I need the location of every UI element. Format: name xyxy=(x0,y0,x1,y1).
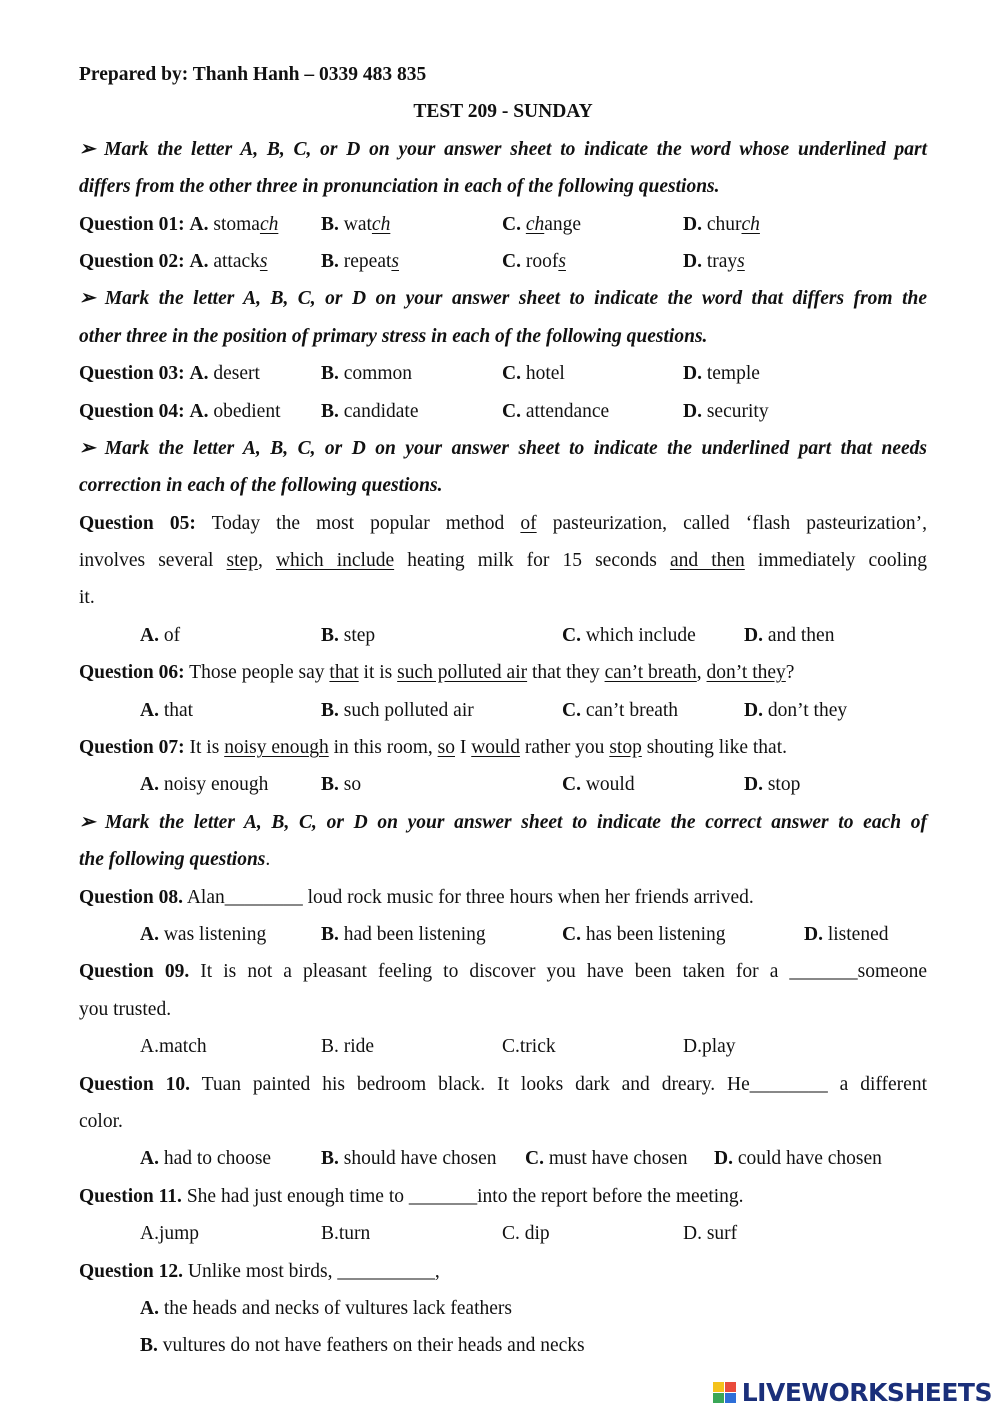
option-a: A.match xyxy=(140,1036,207,1058)
option-d: D. surf xyxy=(683,1223,738,1245)
question-05-options xyxy=(79,617,927,654)
prepared-by: Prepared by: Thanh Hanh – 0339 483 835 xyxy=(79,64,427,85)
test-title: TEST 209 - SUNDAY xyxy=(413,101,593,123)
option-b: B. common xyxy=(321,363,413,385)
instruction-correct-answer: ➢ Mark the letter A, B, C, or D on your answer sheet to indicate the correct answer to each of xyxy=(79,811,927,833)
instruction-stress-cont: other three in the position of primary stress in each of the following questions. xyxy=(79,325,708,347)
arrow-icon: ➢ xyxy=(79,811,96,833)
question-05-cont: involves several step, which include heating milk for 15 seconds and then immediately cooling xyxy=(79,550,928,572)
question-10-cont: color. xyxy=(79,1110,123,1132)
question-12-option-b: B. vultures do not have feathers on their heads and necks xyxy=(140,1335,585,1357)
question-02: Question 02: A. attacks B. repeats C. roofs D. trays xyxy=(79,243,927,280)
option-b: B. ride xyxy=(321,1036,375,1058)
instruction-pronunciation-cont: differs from the other three in pronunciation in each of the following questions. xyxy=(79,176,720,198)
option-c: C. must have chosen xyxy=(525,1148,688,1170)
question-label: Question 04: xyxy=(79,400,185,422)
option-d: D. trays xyxy=(683,250,745,272)
liveworksheets-logo xyxy=(712,1377,992,1407)
option-c: C. change xyxy=(502,213,582,235)
option-c: C. can’t breath xyxy=(562,699,679,721)
option-c: C. hotel xyxy=(502,363,565,385)
option-d: D. could have chosen xyxy=(714,1148,882,1170)
question-10-options xyxy=(79,1140,927,1177)
question-12-option-a: A. the heads and necks of vultures lack feathers xyxy=(140,1297,512,1319)
option-c: C. attendance xyxy=(502,400,610,422)
option-c: C. roofs xyxy=(502,250,566,272)
option-d: D. listened xyxy=(804,923,889,945)
question-05: Question 05: Today the most popular method of pasteurization, called ‘flash pasteurization’, xyxy=(79,512,927,534)
option-b: B. watch xyxy=(321,213,391,235)
option-d: D.play xyxy=(683,1036,736,1058)
question-12: Question 12. Unlike most birds, __________, xyxy=(79,1260,440,1282)
worksheet-page xyxy=(79,56,927,1365)
arrow-icon: ➢ xyxy=(79,138,96,160)
liveworksheets-logo-text: LIVEWORKSHEETS xyxy=(741,1377,992,1407)
option-d: D. and then xyxy=(744,624,835,646)
option-b: B. repeats xyxy=(321,250,399,272)
option-c: C. would xyxy=(562,774,635,796)
liveworksheets-logo-icon xyxy=(712,1379,738,1405)
option-a: A. noisy enough xyxy=(140,774,269,796)
option-a: A. of xyxy=(140,624,181,646)
option-d: D. church xyxy=(683,213,760,235)
option-b: B. so xyxy=(321,774,362,796)
question-10: Question 10. Tuan painted his bedroom black. It looks dark and dreary. He________ a different xyxy=(79,1073,927,1095)
question-11-options xyxy=(79,1215,927,1252)
question-04: Question 04: A. obedient B. candidate C. attendance D. security xyxy=(79,393,927,430)
option-a: A.jump xyxy=(140,1223,200,1245)
question-09-options xyxy=(79,1028,927,1065)
option-a: A. that xyxy=(140,699,194,721)
arrow-icon: ➢ xyxy=(79,437,96,459)
question-08-options xyxy=(79,916,927,953)
option-d: D. don’t they xyxy=(744,699,848,721)
arrow-icon: ➢ xyxy=(79,288,96,310)
question-01: Question 01: A. stomach B. watch C. change D. church xyxy=(79,206,927,243)
option-b: B. candidate xyxy=(321,400,419,422)
question-11: Question 11. She had just enough time to _______into the report before the meeting. xyxy=(79,1185,744,1207)
option-b: B. should have chosen xyxy=(321,1148,497,1170)
question-label: Question 02: xyxy=(79,250,185,272)
question-07: Question 07: It is noisy enough in this room, so I would rather you stop shouting like that. xyxy=(79,737,787,759)
instruction-correction: ➢ Mark the letter A, B, C, or D on your answer sheet to indicate the underlined part that needs xyxy=(79,437,927,459)
option-b: B.turn xyxy=(321,1223,371,1245)
option-c: C. has been listening xyxy=(562,923,726,945)
question-06: Question 06: Those people say that it is such polluted air that they can’t breath, don’t they? xyxy=(79,662,795,684)
question-label: Question 03: xyxy=(79,363,185,385)
question-09: Question 09. It is not a pleasant feeling to discover you have been taken for a _______someone xyxy=(79,961,927,983)
instruction-correction-cont: correction in each of the following questions. xyxy=(79,475,443,497)
question-label: Question 01: xyxy=(79,213,185,235)
option-a: A. had to choose xyxy=(140,1148,272,1170)
question-08: Question 08. Alan________ loud rock music for three hours when her friends arrived. xyxy=(79,886,754,908)
instruction-pronunciation: ➢ Mark the letter A, B, C, or D on your answer sheet to indicate the word whose underlined part xyxy=(79,138,928,160)
question-09-cont: you trusted. xyxy=(79,998,172,1020)
instruction-stress: ➢ Mark the letter A, B, C, or D on your answer sheet to indicate the word that differs from the xyxy=(79,288,928,310)
question-03: Question 03: A. desert B. common C. hotel D. temple xyxy=(79,355,927,392)
instruction-correct-answer-cont: the following questions. xyxy=(79,849,271,871)
question-07-options xyxy=(79,766,927,803)
question-06-options xyxy=(79,692,927,729)
option-c: C.trick xyxy=(502,1036,556,1058)
option-c: C. dip xyxy=(502,1223,550,1245)
option-a: A. was listening xyxy=(140,923,267,945)
option-b: B. had been listening xyxy=(321,923,486,945)
option-d: D. stop xyxy=(744,774,801,796)
option-d: D. temple xyxy=(683,363,760,385)
option-d: D. security xyxy=(683,400,769,422)
option-b: B. such polluted air xyxy=(321,699,474,721)
option-c: C. which include xyxy=(562,624,696,646)
question-05-end: it. xyxy=(79,587,95,609)
option-b: B. step xyxy=(321,624,376,646)
